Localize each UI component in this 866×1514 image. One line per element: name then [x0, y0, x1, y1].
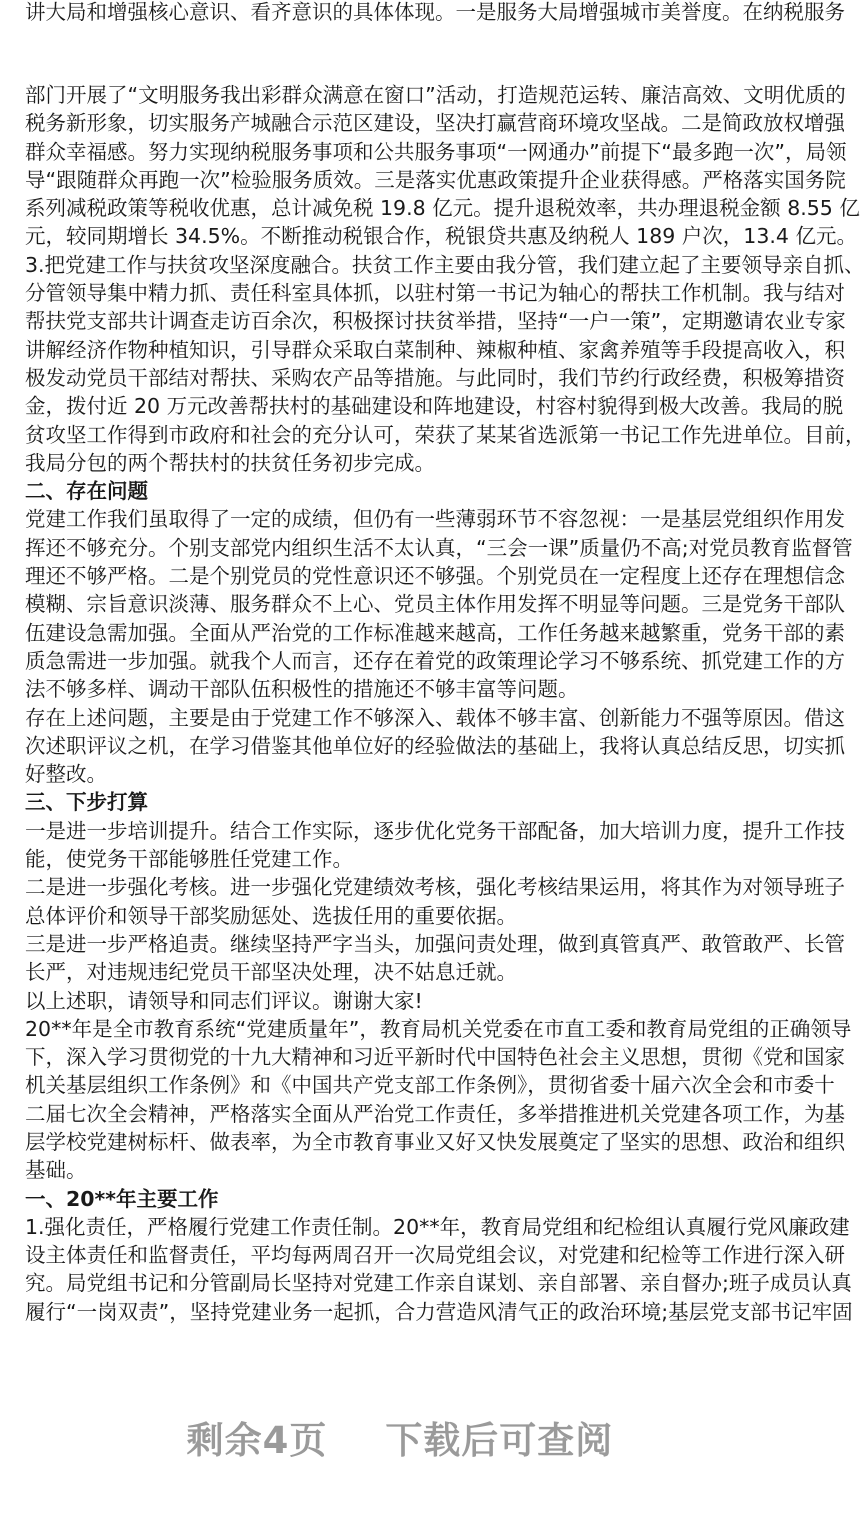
text-line: 群众幸福感。努力实现纳税服务事项和公共服务事项“一网通办”前提下“最多跑一次”，局领: [25, 139, 847, 164]
text-line: 一是进一步培训提升。结合工作实际，逐步优化党务干部配备，加大培训力度，提升工作技: [25, 818, 845, 843]
text-line: 我局分包的两个帮扶村的扶贫任务初步完成。: [25, 450, 435, 475]
text-line: 质急需进一步加强。就我个人而言，还存在着党的政策理论学习不够系统、抓党建工作的方: [25, 648, 845, 673]
document-body: [0, 81, 866, 1326]
text-line: 长严，对违规违纪党员干部坚决处理，决不姑息迁就。: [25, 960, 517, 985]
download-banner[interactable]: [0, 1410, 800, 1464]
text-line: 挥还不够充分。个别支部党内组织生活不太认真，“三会一课”质量仍不高;对党员教育监督管: [25, 535, 853, 560]
section-heading: [0, 788, 800, 816]
text-line: 分管领导集中精力抓、责任科室具体抓，以驻村第一书记为轴心的帮扶工作机制。我与结对: [25, 281, 845, 306]
text-line: 3.把党建工作与扶贫攻坚深度融合。扶贫工作主要由我分管，我们建立起了主要领导亲自抓、: [25, 252, 865, 277]
text-line: 金，拨付近 20 万元改善帮扶村的基础建设和阵地建设，村容村貌得到极大改善。我局的脱: [25, 394, 844, 419]
paragraph: [0, 251, 866, 477]
text-line: 究。局党组书记和分管副局长坚持对党建工作亲自谋划、亲自部署、亲自督办;班子成员认真: [25, 1271, 852, 1296]
heading-text: 一、20**年主要工作: [25, 1186, 219, 1211]
text-line: 讲大局和增强核心意识、看齐意识的具体体现。一是服务大局增强城市美誉度。在纳税服务: [25, 0, 845, 24]
text-line: 总体评价和领导干部奖励惩处、选拔任用的重要依据。: [25, 903, 517, 928]
text-line: 能，使党务干部能够胜任党建工作。: [25, 847, 353, 872]
section-heading: [0, 1185, 800, 1213]
text-line: 部门开展了“文明服务我出彩群众满意在窗口”活动，打造规范运转、廉洁高效、文明优质的: [25, 83, 846, 107]
paragraph: [0, 1015, 852, 1185]
text-line: 讲解经济作物种植知识，引导群众采取白菜制种、辣椒种植、家禽养殖等手段提高收入，积: [25, 337, 845, 362]
text-line: 基础。: [25, 1158, 87, 1183]
text-line: 二是进一步强化考核。进一步强化党建绩效考核，强化考核结果运用，将其作为对领导班子: [25, 875, 845, 900]
text-line: 存在上述问题，主要是由于党建工作不够深入、载体不够丰富、创新能力不强等原因。借这: [25, 705, 845, 730]
heading-text: 二、存在问题: [25, 479, 148, 504]
text-line: 次述职评议之机，在学习借鉴其他单位好的经验做法的基础上，我将认真总结反思，切实抓: [25, 733, 845, 758]
text-line: 二届七次全会精神，严格落实全面从严治党工作责任，多举措推进机关党建各项工作，为基: [25, 1101, 845, 1126]
remaining-pages-label: 剩余4页: [186, 1419, 328, 1462]
paragraph: [0, 1213, 853, 1326]
text-line: 设主体责任和监督责任，平均每两周召开一次局党组会议，对党建和纪检等工作进行深入研: [25, 1243, 845, 1268]
paragraph: [0, 505, 853, 703]
text-line: 20**年是全市教育系统“党建质量年”，教育局机关党委在市直工委和教育局党组的正确领导: [25, 1016, 852, 1041]
text-line: 层学校党建树标杆、做表率，为全市教育事业又好又快发展奠定了坚实的思想、政治和组织: [25, 1129, 845, 1154]
text-line: 理还不够严格。二是个别党员的党性意识还不够强。个别党员在一定程度上还存在理想信念: [25, 564, 845, 589]
paragraph: [0, 930, 845, 987]
text-line: 1.强化责任，严格履行党建工作责任制。20**年，教育局党组和纪检组认真履行党风廉政建: [25, 1214, 850, 1239]
text-line: 导“跟随群众再跑一次”检验服务质效。三是落实优惠政策提升企业获得感。严格落实国务院: [25, 167, 846, 192]
text-line: 履行“一岗双责”，坚持党建业务一起抓，合力营造风清气正的政治环境;基层党支部书记牢固: [25, 1299, 853, 1324]
text-line: 法不够多样、调动干部队伍积极性的措施还不够丰富等问题。: [25, 677, 579, 702]
text-line: 党建工作我们虽取得了一定的成绩，但仍有一些薄弱环节不容忽视：一是基层党组织作用发: [25, 507, 845, 532]
paragraph: [0, 81, 860, 251]
text-line: 三是进一步严格追责。继续坚持严字当头，加强问责处理，做到真管真严、敢管敢严、长管: [25, 931, 845, 956]
text-line: 元，较同期增长 34.5%。不断推动税银合作，税银贷共惠及纳税人 189 户次，13.4 亿元。: [25, 224, 857, 249]
text-line: 极发动党员干部结对帮扶、采购农产品等措施。与此同时，我们节约行政经费，积极筹措资: [25, 365, 845, 390]
text-line: 好整改。: [25, 762, 107, 787]
heading-text: 三、下步打算: [25, 790, 148, 815]
section-heading: [0, 477, 800, 505]
text-line: 机关基层组织工作条例》和《中国共产党支部工作条例》，贯彻省委十届六次全会和市委十: [25, 1073, 835, 1098]
text-line: 下，深入学习贯彻党的十九大精神和习近平新时代中国特色社会主义思想，贯彻《党和国家: [25, 1045, 845, 1070]
text-line: 贫攻坚工作得到市政府和社会的充分认可，荣获了某某省选派第一书记工作先进单位。目前，: [25, 422, 866, 447]
text-line: 伍建设急需加强。全面从严治党的工作标准越来越高，工作任务越来越繁重，党务干部的素: [25, 620, 845, 645]
paragraph: [0, 987, 800, 1015]
text-line: 税务新形象，切实服务产城融合示范区建设，坚决打赢营商环境攻坚战。二是简政放权增强: [25, 111, 845, 136]
text-line: 模糊、宗旨意识淡薄、服务群众不上心、党员主体作用发挥不明显等问题。三是党务干部队: [25, 592, 845, 617]
paragraph: [0, 704, 845, 789]
text-line: 帮扶党支部共计调查走访百余次，积极探讨扶贫举措，坚持“一户一策”，定期邀请农业专家: [25, 309, 846, 334]
paragraph: [0, 873, 845, 930]
text-line: 系列减税政策等税收优惠，总计减免税 19.8 亿元。提升退税效率，共办理退税金额 8.55 亿: [25, 196, 860, 221]
text-line: 以上述职，请领导和同志们评议。谢谢大家!: [25, 988, 423, 1013]
paragraph: [0, 817, 845, 874]
download-to-view-link[interactable]: 下载后可查阅: [385, 1419, 614, 1462]
